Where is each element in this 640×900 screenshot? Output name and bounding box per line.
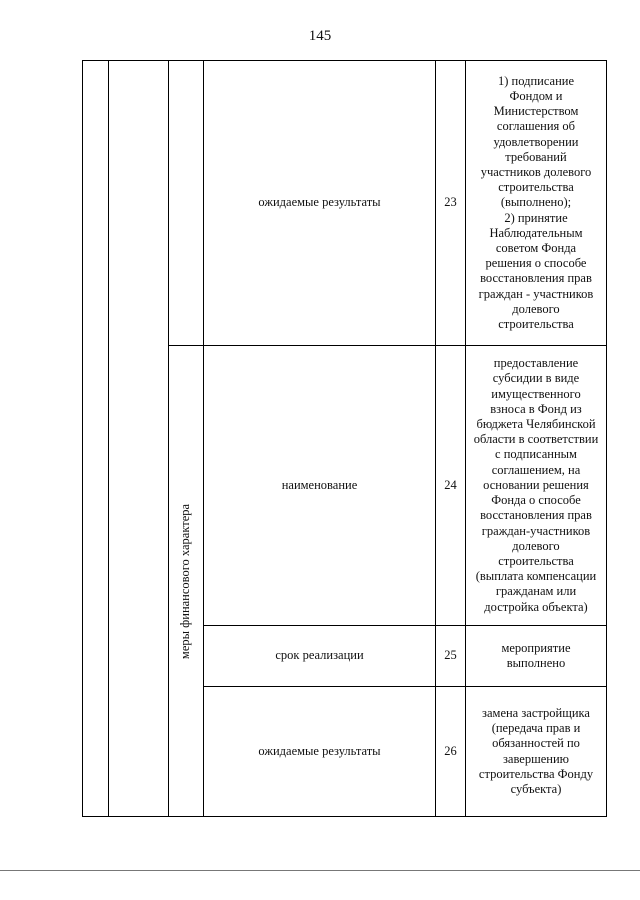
row-23-number: 23 <box>444 195 457 210</box>
table-border-bottom <box>82 816 607 817</box>
page-bottom-rule <box>0 870 640 871</box>
row-26-value: замена застройщика (передача прав и обязанностей по завершению строительства Фонду субъекта) <box>478 705 594 796</box>
row-25-name: срок реализации <box>275 648 364 663</box>
row-25-value: мероприятие выполнено <box>501 640 571 670</box>
row-24-number: 24 <box>444 477 457 492</box>
row-23-name: ожидаемые результаты <box>258 195 381 210</box>
page-number: 145 <box>308 28 332 44</box>
group-label-cell <box>168 346 203 816</box>
table-border-left <box>82 60 83 817</box>
column-divider-1 <box>108 60 109 817</box>
document-table <box>82 60 607 817</box>
row-26-name: ожидаемые результаты <box>258 743 381 758</box>
row-24-value: предоставление субсидии в виде имущественного взноса в Фонд из бюджета Челябинской области в соответствии с подписанным соглашением, на основании решения Фонда о способе восстановления прав граждан-участников долевого строительства (выплата компенсации гражданам или достройка объекта) <box>473 356 599 614</box>
row-26-number: 26 <box>444 743 457 758</box>
row-23-value: 1) подписание Фондом и Министерством соглашения об удовлетворении требований участников долевого строительства (выполнено); 2) принятие Наблюдательным советом Фонда решения о способе восстановления прав граждан - участников долевого строительства <box>478 73 594 332</box>
group-label: меры финансового характера <box>178 503 192 659</box>
row-25-number: 25 <box>444 648 457 663</box>
row-24-name: наименование <box>281 477 358 492</box>
table-border-right <box>606 60 607 817</box>
